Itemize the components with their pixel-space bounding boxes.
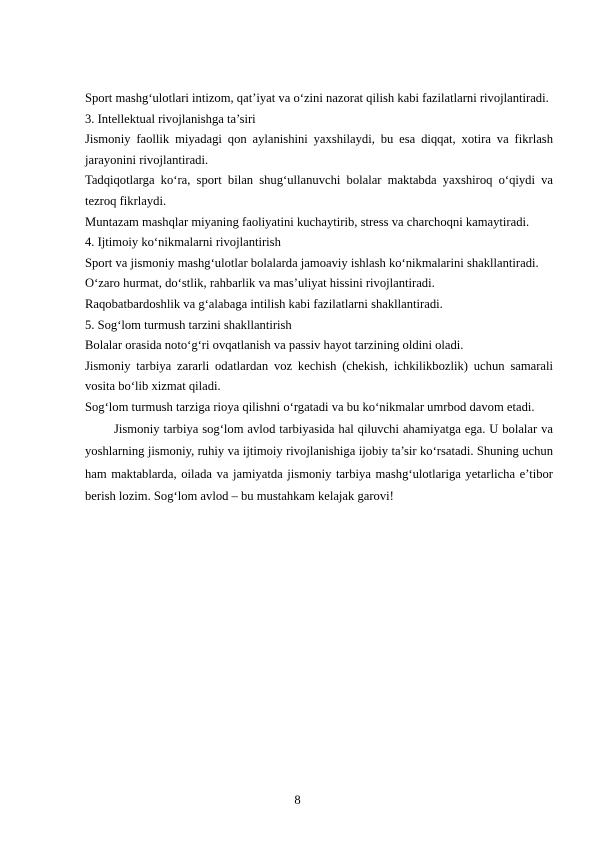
paragraph-mutual-respect: O‘zaro hurmat, do‘stlik, rahbarlik va mas’uliyat hissini rivojlantiradi. xyxy=(85,276,435,291)
paragraph-harmful-habits: Jismoniy tarbiya zararli odatlardan voz kechish (chekish, ichkilikbozlik) uchun samarali vosita bo‘lib xizmat qiladi. xyxy=(85,358,553,394)
paragraph-brain-circulation: Jismoniy faollik miyadagi qon aylanishini yaxshilaydi, bu esa diqqat, xotira va fikrlash jarayonini rivojlantiradi. xyxy=(85,132,553,167)
paragraph-lifelong-skills: Sog‘lom turmush tarziga rioya qilishni o‘rgatadi va bu ko‘nikmalar umrbod davom etadi. xyxy=(85,399,535,414)
paragraph-teamwork: Sport va jismoniy mashg‘ulotlar bolalarda jamoaviy ishlash ko‘nikmalarini shakllantiradi. xyxy=(85,255,539,270)
paragraph-conclusion: Jismoniy tarbiya sog‘lom avlod tarbiyasida hal qiluvchi ahamiyatga ega. U bolalar va yoshlarning jismoniy, ruhiy va ijtimoiy rivojlanishiga ijobiy ta’sir ko‘rsatadi. Shuning uchun ham maktablarda, oilada va jamiyatda jismoniy tarbiya mashg‘ulotlariga yetarlicha e’tibor berish lozim. Sog‘lom avlod – bu mustahkam kelajak garovi! xyxy=(85,421,553,504)
paragraph-regular-exercise: Muntazam mashqlar miyaning faoliyatini kuchaytirib, stress va charchoqni kamaytiradi. xyxy=(85,214,530,229)
heading-social-skills: 4. Ijtimoiy ko‘nikmalarni rivojlantirish xyxy=(85,235,281,250)
paragraph-competitiveness: Raqobatbardoshlik va g‘alabaga intilish kabi fazilatlarni shakllantiradi. xyxy=(85,296,443,311)
document-body xyxy=(85,88,553,508)
heading-intellectual-development: 3. Intellektual rivojlanishga ta’siri xyxy=(85,111,256,126)
paragraph-research-school: Tadqiqotlarga ko‘ra, sport bilan shug‘ullanuvchi bolalar maktabda yaxshiroq o‘qiydi va tezroq fikrlaydi. xyxy=(85,173,553,208)
paragraph-discipline: Sport mashg‘ulotlari intizom, qat’iyat va o‘zini nazorat qilish kabi fazilatlarni rivojlantiradi. xyxy=(85,91,549,105)
page-number: 8 xyxy=(294,793,301,807)
heading-healthy-lifestyle: 5. Sog‘lom turmush tarzini shakllantirish xyxy=(85,317,292,332)
paragraph-nutrition: Bolalar orasida noto‘g‘ri ovqatlanish va passiv hayot tarzining oldini oladi. xyxy=(85,338,464,353)
